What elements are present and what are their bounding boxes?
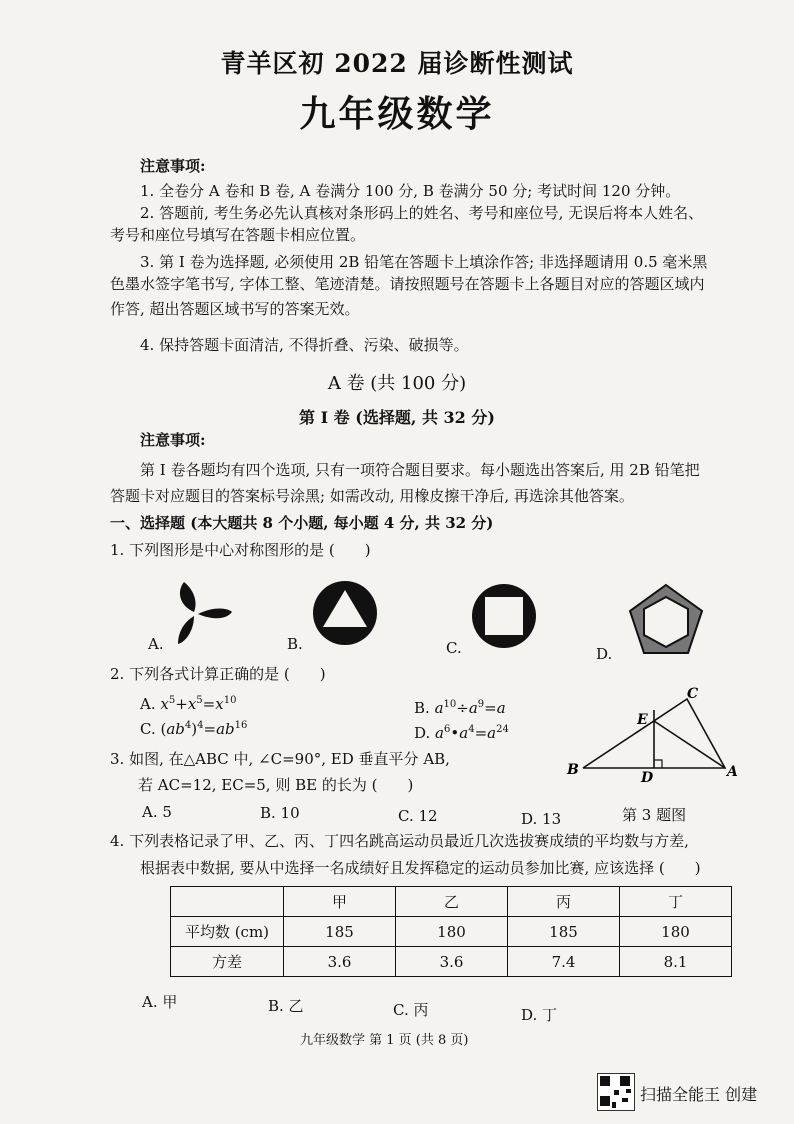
q2-option-a: A. $x^5+x^5=x^{10}$ xyxy=(140,695,237,713)
q2-option-d: D. $a^6•a^4=a^{24}$ xyxy=(414,724,509,742)
q3-label-c: C xyxy=(687,686,699,702)
notice-item-1: 1. 全卷分 A 卷和 B 卷, A 卷满分 100 分, B 卷满分 50 分; 考试时间 120 分钟。 xyxy=(140,182,681,200)
q4-stem-line1: 4. 下列表格记录了甲、乙、丙、丁四名跳高运动员最近几次选拔赛成绩的平均数与方差, xyxy=(110,832,689,850)
table-cell: 185 xyxy=(284,917,396,947)
notice-item-2-cont: 考号和座位号填写在答题卡相应位置。 xyxy=(110,226,366,244)
q4-option-d: D. 丁 xyxy=(521,1006,558,1024)
q3-figure-caption: 第 3 题图 xyxy=(622,806,687,824)
notice-item-2: 2. 答题前, 考生务必先认真核对条形码上的姓名、考号和座位号, 无误后将本人姓名、 xyxy=(140,204,704,222)
section-title: 一、选择题 (本大题共 8 个小题, 每小题 4 分, 共 32 分) xyxy=(110,514,494,532)
q1-option-c: C. xyxy=(446,639,462,657)
table-cell: 8.1 xyxy=(620,947,732,977)
table-header-cell: 丁 xyxy=(620,887,732,917)
q4-option-b: B. 乙 xyxy=(268,997,304,1015)
scanner-watermark: 扫描全能王 创建 xyxy=(640,1085,758,1104)
q2-option-c-label: C. xyxy=(140,720,156,738)
volume-a-title: A 卷 (共 100 分) xyxy=(327,373,467,394)
table-header-cell xyxy=(171,887,284,917)
q4-option-a: A. 甲 xyxy=(142,993,178,1011)
table-row xyxy=(171,917,732,947)
notice-item-3: 3. 第 I 卷为选择题, 必须使用 2B 铅笔在答题卡上填涂作答; 非选择题请用 0.5 毫米黑 xyxy=(140,253,708,271)
notice-heading: 注意事项: xyxy=(140,157,206,175)
table-row xyxy=(171,947,732,977)
q2-option-d-label: D. xyxy=(414,724,431,742)
notice-item-3-cont2: 作答, 超出答题区域书写的答案无效。 xyxy=(110,300,360,318)
q1-option-d: D. xyxy=(596,645,613,663)
table-cell: 方差 xyxy=(171,947,284,977)
q3-option-d: D. 13 xyxy=(521,810,562,828)
part1-notice-line2: 答题卡对应题目的答案标号涂黑; 如需改动, 用橡皮擦干净后, 再选涂其他答案。 xyxy=(110,487,634,505)
q3-stem-line1: 3. 如图, 在△ABC 中, ∠C=90°, ED 垂直平分 AB, xyxy=(110,750,450,768)
q2-stem: 2. 下列各式计算正确的是 ( ) xyxy=(110,665,326,683)
table-header-cell: 丙 xyxy=(508,887,620,917)
table-header-cell: 乙 xyxy=(396,887,508,917)
q2-option-a-label: A. xyxy=(140,695,156,713)
q3-label-b: B xyxy=(567,762,579,778)
q2-option-c: C. $(ab^4)^4=ab^{16}$ xyxy=(140,720,248,738)
notice-item-4: 4. 保持答题卡面清洁, 不得折叠、污染、破损等。 xyxy=(140,336,469,354)
table-cell: 7.4 xyxy=(508,947,620,977)
q1-figure-a-three-blades xyxy=(170,582,236,646)
q3-stem-line2: 若 AC=12, EC=5, 则 BE 的长为 ( ) xyxy=(138,776,414,794)
table-cell: 平均数 (cm) xyxy=(171,917,284,947)
q1-figure-c-circle-square xyxy=(471,583,537,649)
part1-title: 第 I 卷 (选择题, 共 32 分) xyxy=(299,408,495,427)
q1-figure-b-circle-triangle xyxy=(312,580,378,646)
notice-item-3-cont1: 色墨水签字笔书写, 字体工整、笔迹清楚。请按照题号在答题卡上各题目对应的答题区域内 xyxy=(110,275,705,293)
q1-option-b: B. xyxy=(287,635,303,653)
q4-score-table xyxy=(170,886,732,977)
exam-title: 青羊区初 2022 届诊断性测试 xyxy=(220,49,574,78)
q1-option-a: A. xyxy=(148,635,164,653)
q3-label-d: D xyxy=(641,770,654,786)
subject-title: 九年级数学 xyxy=(299,93,495,135)
table-header-cell: 甲 xyxy=(284,887,396,917)
q3-label-a: A xyxy=(727,764,738,780)
q4-option-c: C. 丙 xyxy=(393,1001,429,1019)
q3-label-e: E xyxy=(637,712,648,728)
table-cell: 180 xyxy=(396,917,508,947)
q1-stem: 1. 下列图形是中心对称图形的是 ( ) xyxy=(110,541,371,559)
table-cell: 180 xyxy=(620,917,732,947)
q3-option-b: B. 10 xyxy=(260,804,300,822)
q4-stem-line2: 根据表中数据, 要从中选择一名成绩好且发挥稳定的运动员参加比赛, 应该选择 ( ) xyxy=(140,859,701,877)
table-cell: 3.6 xyxy=(284,947,396,977)
q3-option-a: A. 5 xyxy=(142,803,172,821)
q3-option-c: C. 12 xyxy=(398,807,438,825)
table-header-row xyxy=(171,887,732,917)
qr-code-icon xyxy=(597,1073,635,1111)
q2-option-b-label: B. xyxy=(414,699,430,717)
page-footer: 九年级数学 第 1 页 (共 8 页) xyxy=(300,1033,469,1048)
part1-notice-heading: 注意事项: xyxy=(140,431,206,449)
table-cell: 185 xyxy=(508,917,620,947)
q3-triangle-figure xyxy=(565,684,745,794)
q1-figure-d-pentagon-hexagon xyxy=(628,583,704,655)
q2-option-b: B. $a^{10}\div a^9=a$ xyxy=(414,699,506,717)
table-cell: 3.6 xyxy=(396,947,508,977)
part1-notice-line1: 第 I 卷各题均有四个选项, 只有一项符合题目要求。每小题选出答案后, 用 2B 铅笔把 xyxy=(140,461,700,479)
